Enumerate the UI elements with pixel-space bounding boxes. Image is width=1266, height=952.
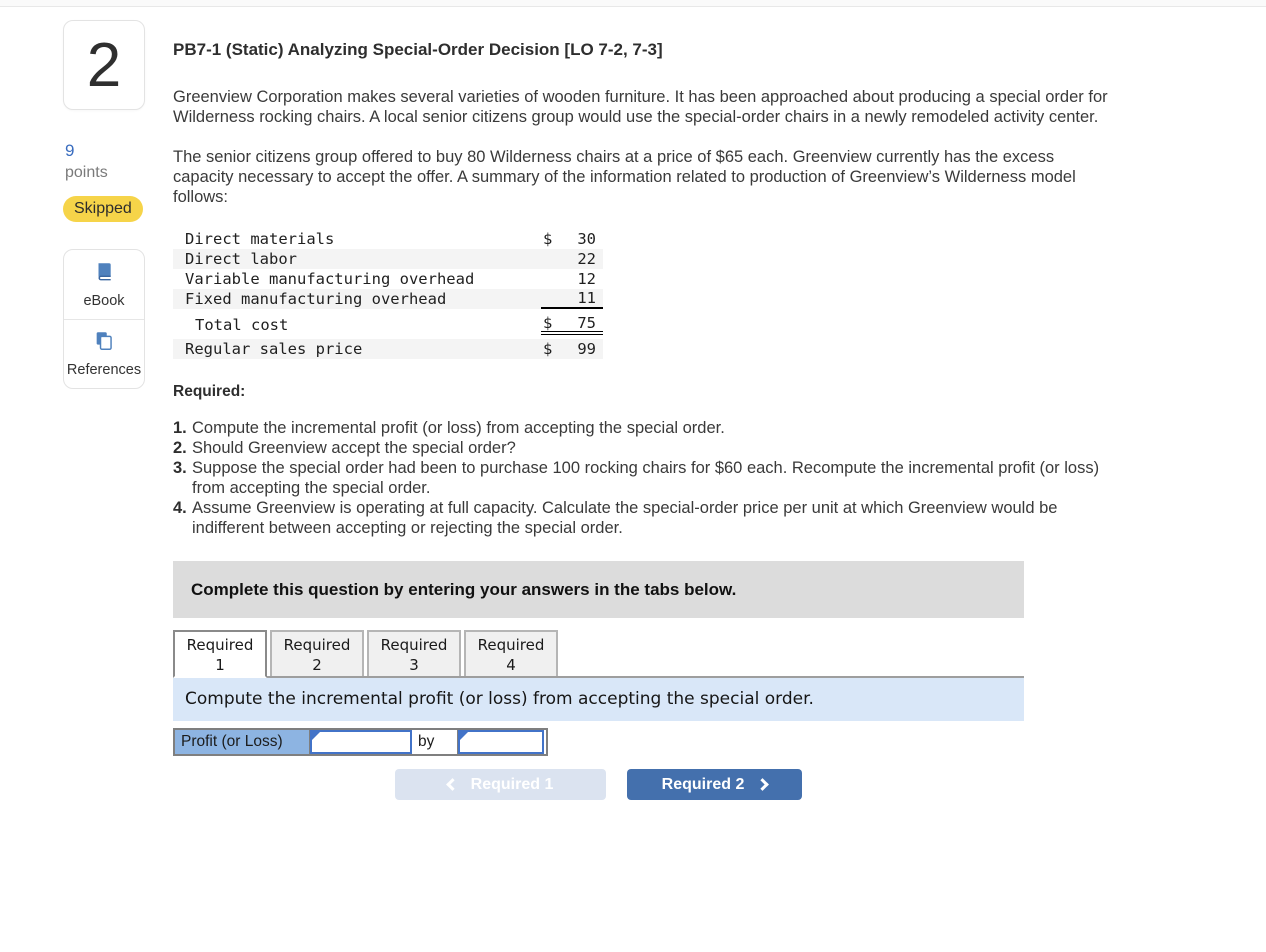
prev-tab-button[interactable]: Required 1: [395, 769, 606, 800]
item-text: Assume Greenview is operating at full capacity. Calculate the special-order price per unit at which Greenview would be indifferent between accepting or rejecting the special order.: [192, 499, 1058, 537]
row-value: 11: [577, 289, 596, 307]
points-value: 9: [65, 141, 75, 160]
chevron-right-icon: [756, 778, 769, 791]
cell-marker-icon: [312, 732, 320, 740]
row-label: Fixed manufacturing overhead: [185, 290, 447, 308]
table-row: [173, 339, 603, 359]
points-group: [63, 140, 145, 184]
points-label: points: [65, 164, 108, 181]
references-icon: [93, 330, 115, 357]
next-tab-button[interactable]: Required 2: [627, 769, 802, 800]
item-text: Should Greenview accept the special order?: [192, 439, 516, 457]
problem-title: PB7-1 (Static) Analyzing Special-Order Decision [LO 7-2, 7-3]: [173, 40, 663, 59]
question-number-box: [63, 20, 145, 110]
profit-loss-amount-input[interactable]: [310, 730, 412, 754]
currency-symbol: $: [543, 230, 553, 248]
question-tools: [63, 249, 145, 389]
table-row: [173, 249, 603, 269]
item-number: 1.: [173, 419, 187, 437]
row-value: 99: [577, 340, 596, 358]
book-icon: [93, 261, 115, 288]
tab-navigation: [173, 769, 1024, 800]
ebook-button[interactable]: [64, 250, 144, 319]
cell-marker-icon: [460, 732, 468, 740]
item-number: 4.: [173, 499, 187, 517]
chevron-left-icon: [446, 778, 459, 791]
profit-loss-amount-field[interactable]: [312, 732, 410, 752]
question-number: 2: [86, 30, 122, 100]
top-divider: [0, 0, 1266, 7]
list-item: [173, 498, 1113, 538]
item-number: 2.: [173, 439, 187, 457]
row-label: Total cost: [195, 315, 289, 334]
answer-row: [173, 728, 548, 756]
answer-connector: by: [412, 730, 458, 754]
references-label: References: [66, 362, 142, 378]
answer-row-label: Profit (or Loss): [175, 730, 310, 754]
item-number: 3.: [173, 459, 187, 477]
list-item: [173, 458, 1113, 498]
panel-banner: Complete this question by entering your answers in the tabs below.: [173, 561, 1024, 618]
row-label: Variable manufacturing overhead: [185, 270, 475, 288]
row-value: 12: [577, 270, 596, 288]
table-row: [173, 289, 603, 309]
required-heading: Required:: [173, 383, 246, 400]
references-button[interactable]: [64, 319, 144, 388]
row-label: Regular sales price: [185, 340, 363, 358]
tab-required-4[interactable]: Required 4: [464, 630, 558, 676]
list-item: [173, 418, 1113, 438]
item-text: Compute the incremental profit (or loss) from accepting the special order.: [192, 419, 725, 437]
tab-required-1[interactable]: Required 1: [173, 630, 267, 678]
offer-paragraph: The senior citizens group offered to buy 80 Wilderness chairs at a price of $65 each. Greenview currently has the excess capacity necessary to accept the offer. A summary of the information related to production of Greenview’s Wilderness model follows:: [173, 148, 1076, 206]
table-row-total: [173, 314, 603, 335]
profit-loss-direction-field[interactable]: [460, 732, 542, 752]
tabs-row: [173, 630, 1024, 678]
status-badge: Skipped: [63, 196, 143, 222]
ebook-label: eBook: [83, 292, 125, 309]
row-value: 75: [577, 313, 596, 332]
tab-required-2[interactable]: Required 2: [270, 630, 364, 676]
problem-content: [173, 20, 1113, 800]
tab-instruction: Compute the incremental profit (or loss) from accepting the special order.: [173, 678, 1024, 721]
intro-paragraph: Greenview Corporation makes several varieties of wooden furniture. It has been approached about producing a special order for Wilderness rocking chairs. A local senior citizens group would use the special-order chairs in a newly remodeled activity center.: [173, 88, 1108, 126]
answer-panel: [173, 561, 1024, 800]
row-label: Direct labor: [185, 250, 297, 268]
currency-symbol: $: [543, 313, 553, 332]
row-value: 22: [577, 250, 596, 268]
question-page: [0, 7, 1266, 800]
row-value: 30: [577, 230, 596, 248]
item-text: Suppose the special order had been to purchase 100 rocking chairs for $60 each. Recompute the incremental profit (or loss) from accepting the special order.: [192, 459, 1100, 497]
table-row: [173, 229, 603, 249]
profit-loss-direction-input[interactable]: [458, 730, 544, 754]
row-label: Direct materials: [185, 230, 335, 248]
cost-summary-table: [173, 229, 603, 359]
currency-symbol: $: [543, 340, 553, 358]
list-item: [173, 438, 1113, 458]
requirements-list: [173, 418, 1113, 538]
table-row: [173, 269, 603, 289]
question-sidebar: [63, 20, 145, 800]
tab-required-3[interactable]: Required 3: [367, 630, 461, 676]
